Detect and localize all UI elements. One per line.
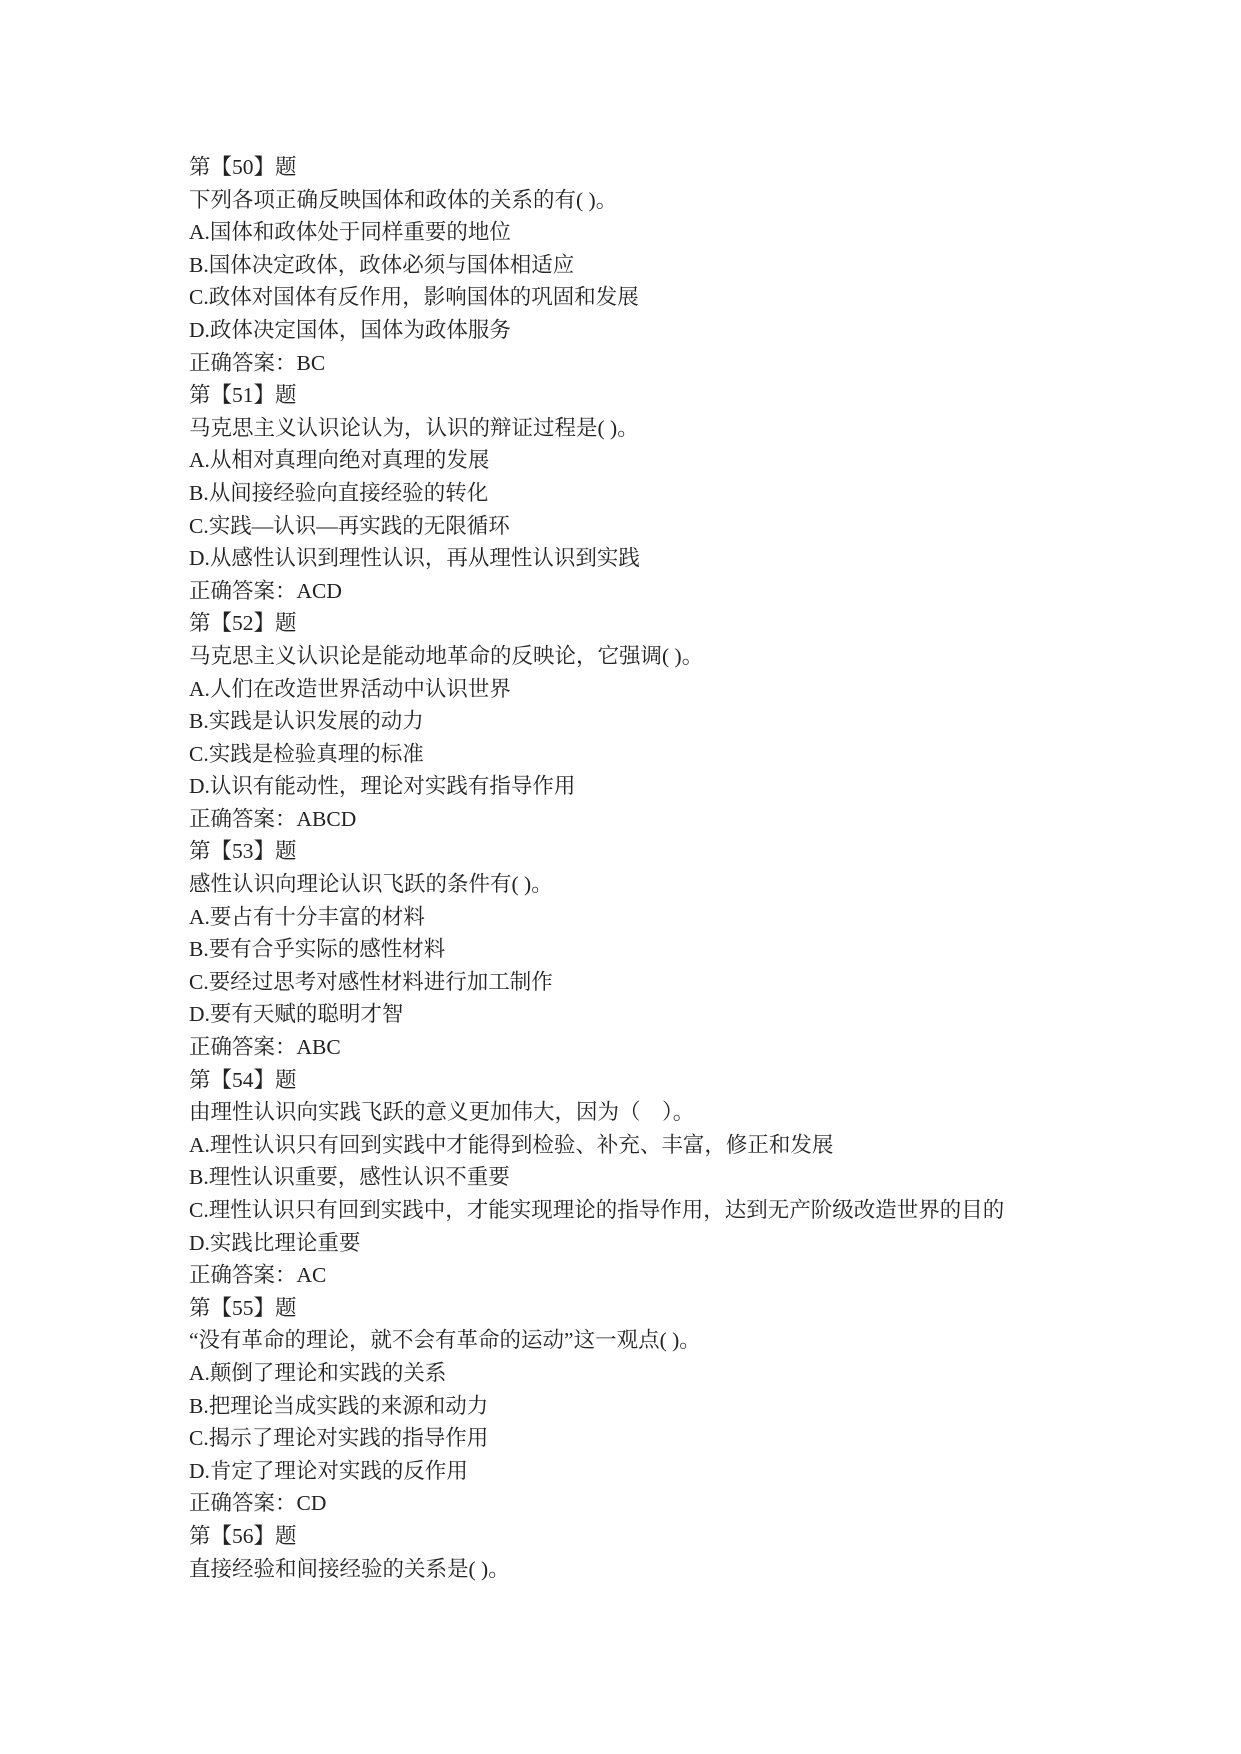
option-d: D.从感性认识到理性认识，再从理性认识到实践 bbox=[189, 546, 640, 571]
question-stem: 由理性认识向实践飞跃的意义更加伟大，因为（ ）。 bbox=[189, 1100, 695, 1125]
question-number: 第【55】题 bbox=[189, 1295, 297, 1320]
option-a: A.从相对真理向绝对真理的发展 bbox=[189, 448, 490, 473]
option-d: D.要有天赋的聪明才智 bbox=[189, 1002, 404, 1027]
option-b: B.国体决定政体，政体必须与国体相适应 bbox=[189, 252, 575, 277]
option-a: A.颠倒了理论和实践的关系 bbox=[189, 1360, 447, 1385]
question-stem: 马克思主义认识论是能动地革命的反映论，它强调( )。 bbox=[189, 643, 704, 668]
question-list bbox=[189, 151, 1189, 1585]
question-stem: 感性认识向理论认识飞跃的条件有( )。 bbox=[189, 872, 553, 897]
correct-answer: 正确答案：BC bbox=[189, 350, 326, 375]
correct-answer: 正确答案：ABCD bbox=[189, 806, 357, 831]
option-a: A.要占有十分丰富的材料 bbox=[189, 904, 425, 929]
option-b: B.把理论当成实践的来源和动力 bbox=[189, 1393, 489, 1418]
option-c: C.揭示了理论对实践的指导作用 bbox=[189, 1426, 489, 1451]
option-c: C.实践—认识—再实践的无限循环 bbox=[189, 513, 510, 538]
question-stem: 马克思主义认识论认为，认识的辩证过程是( )。 bbox=[189, 415, 639, 440]
option-b: B.理性认识重要，感性认识不重要 bbox=[189, 1165, 510, 1190]
option-d: D.实践比理论重要 bbox=[189, 1230, 361, 1255]
question-number: 第【52】题 bbox=[189, 611, 297, 636]
option-a: A.理性认识只有回到实践中才能得到检验、补充、丰富，修正和发展 bbox=[189, 1132, 834, 1157]
question-stem: “没有革命的理论，就不会有革命的运动”这一观点( )。 bbox=[189, 1328, 701, 1353]
correct-answer: 正确答案：ABC bbox=[189, 1035, 341, 1060]
question-number: 第【54】题 bbox=[189, 1067, 297, 1092]
correct-answer: 正确答案：CD bbox=[189, 1491, 327, 1516]
option-c: C.理性认识只有回到实践中，才能实现理论的指导作用，达到无产阶级改造世界的目的 bbox=[189, 1198, 1005, 1222]
option-b: B.从间接经验向直接经验的转化 bbox=[189, 480, 489, 505]
question-number: 第【56】题 bbox=[189, 1523, 297, 1548]
question-number: 第【51】题 bbox=[189, 383, 297, 408]
option-a: A.人们在改造世界活动中认识世界 bbox=[189, 676, 511, 701]
option-c: C.要经过思考对感性材料进行加工制作 bbox=[189, 969, 553, 994]
option-b: B.实践是认识发展的动力 bbox=[189, 709, 424, 734]
option-d: D.肯定了理论对实践的反作用 bbox=[189, 1458, 468, 1483]
correct-answer: 正确答案：AC bbox=[189, 1263, 327, 1288]
question-stem: 下列各项正确反映国体和政体的关系的有( )。 bbox=[189, 187, 618, 212]
option-d: D.政体决定国体，国体为政体服务 bbox=[189, 317, 511, 342]
option-c: C.政体对国体有反作用，影响国体的巩固和发展 bbox=[189, 285, 639, 310]
question-stem: 直接经验和间接经验的关系是( )。 bbox=[189, 1556, 510, 1581]
question-number: 第【50】题 bbox=[189, 155, 297, 179]
question-number: 第【53】题 bbox=[189, 839, 297, 864]
option-c: C.实践是检验真理的标准 bbox=[189, 741, 424, 766]
option-a: A.国体和政体处于同样重要的地位 bbox=[189, 220, 511, 245]
option-d: D.认识有能动性，理论对实践有指导作用 bbox=[189, 774, 576, 799]
correct-answer: 正确答案：ACD bbox=[189, 578, 342, 603]
option-b: B.要有合乎实际的感性材料 bbox=[189, 937, 446, 962]
